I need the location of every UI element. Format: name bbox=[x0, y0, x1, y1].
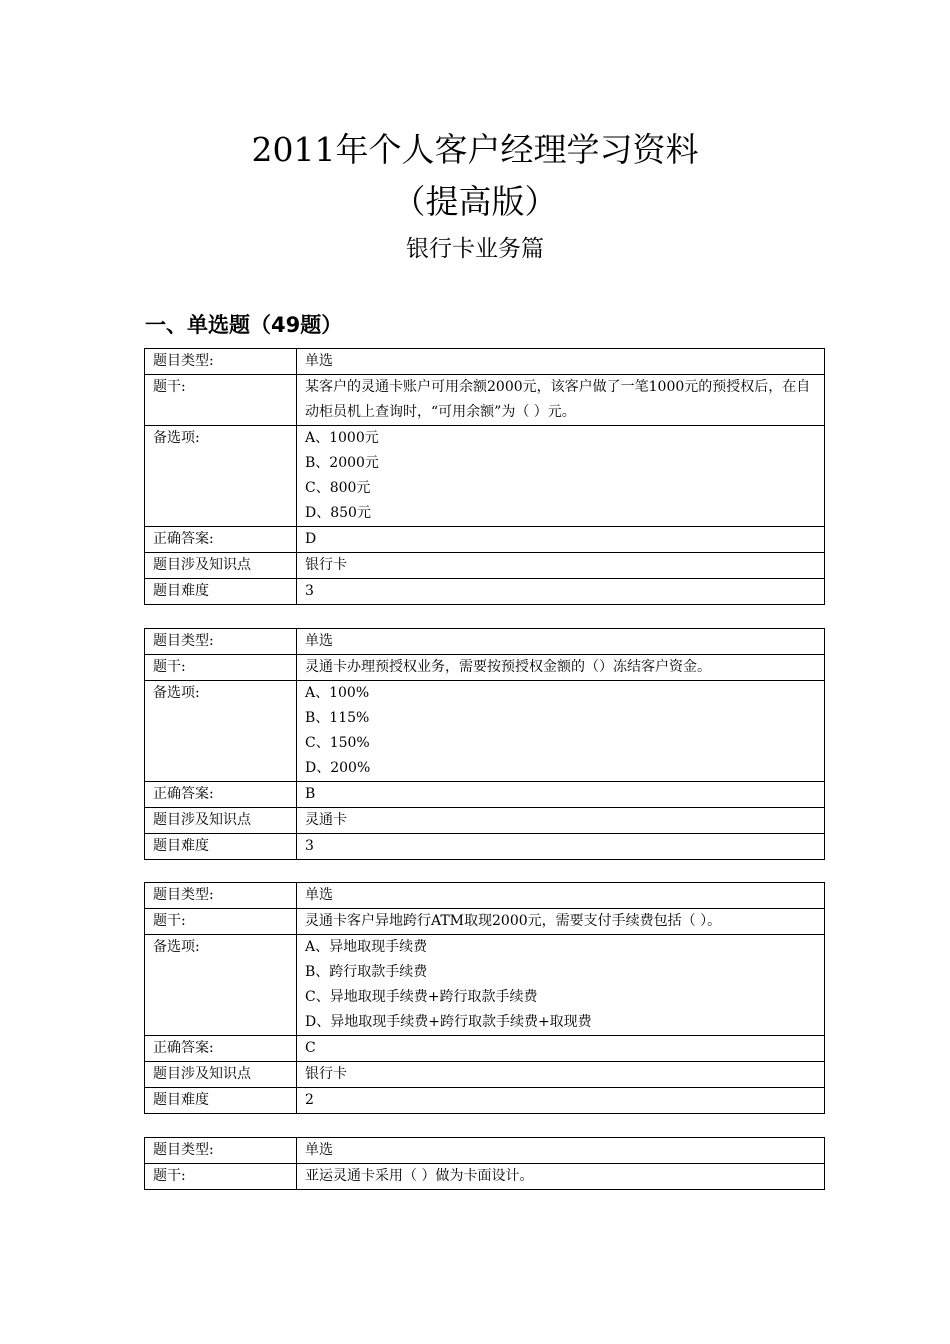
knowledge-row bbox=[145, 1062, 825, 1088]
type-row bbox=[145, 1138, 825, 1164]
knowledge-value: 灵通卡 bbox=[297, 808, 825, 834]
knowledge-label: 题目涉及知识点 bbox=[145, 553, 297, 579]
option-c: C、异地取现手续费+跨行取款手续费 bbox=[305, 989, 538, 1005]
difficulty-label: 题目难度 bbox=[145, 834, 297, 860]
difficulty-label: 题目难度 bbox=[145, 1088, 297, 1114]
answer-row bbox=[145, 1036, 825, 1062]
option-c: C、800元 bbox=[305, 480, 371, 496]
type-value: 单选 bbox=[297, 629, 825, 655]
answer-value: D bbox=[297, 527, 825, 553]
option-d: D、异地取现手续费+跨行取款手续费+取现费 bbox=[305, 1014, 592, 1030]
type-value: 单选 bbox=[297, 883, 825, 909]
answer-row bbox=[145, 782, 825, 808]
document-title-edition: （提高版） bbox=[392, 182, 558, 221]
options-label: 备选项: bbox=[145, 681, 297, 782]
answer-label: 正确答案: bbox=[145, 1036, 297, 1062]
knowledge-label: 题目涉及知识点 bbox=[145, 1062, 297, 1088]
option-d: D、200% bbox=[305, 760, 371, 776]
options-row bbox=[145, 681, 825, 782]
stem-value: 亚运灵通卡采用（ ）做为卡面设计。 bbox=[297, 1164, 825, 1190]
difficulty-row bbox=[145, 834, 825, 860]
knowledge-row bbox=[145, 808, 825, 834]
options-row bbox=[145, 426, 825, 527]
option-a: A、异地取现手续费 bbox=[305, 939, 428, 955]
document-title: 2011年个人客户经理学习资料 bbox=[251, 130, 699, 169]
stem-value: 某客户的灵通卡账户可用余额2000元，该客户做了一笔1000元的预授权后，在自动柜员机上查询时，“可用余额”为（ ）元。 bbox=[297, 375, 825, 426]
stem-label: 题干: bbox=[145, 1164, 297, 1190]
stem-label: 题干: bbox=[145, 375, 297, 426]
question-table bbox=[144, 1137, 825, 1190]
options-row bbox=[145, 935, 825, 1036]
answer-label: 正确答案: bbox=[145, 782, 297, 808]
type-label: 题目类型: bbox=[145, 349, 297, 375]
question-table bbox=[144, 882, 825, 1114]
type-row bbox=[145, 883, 825, 909]
knowledge-value: 银行卡 bbox=[297, 553, 825, 579]
option-b: B、115% bbox=[305, 710, 370, 726]
stem-row bbox=[145, 909, 825, 935]
type-label: 题目类型: bbox=[145, 883, 297, 909]
stem-label: 题干: bbox=[145, 655, 297, 681]
option-a: A、100% bbox=[305, 685, 370, 701]
answer-row bbox=[145, 527, 825, 553]
option-b: B、跨行取款手续费 bbox=[305, 964, 428, 980]
difficulty-value: 3 bbox=[297, 579, 825, 605]
stem-value: 灵通卡客户异地跨行ATM取现2000元，需要支付手续费包括（ ）。 bbox=[297, 909, 825, 935]
difficulty-label: 题目难度 bbox=[145, 579, 297, 605]
stem-row bbox=[145, 1164, 825, 1190]
knowledge-row bbox=[145, 553, 825, 579]
stem-label: 题干: bbox=[145, 909, 297, 935]
stem-value: 灵通卡办理预授权业务，需要按预授权金额的（）冻结客户资金。 bbox=[297, 655, 825, 681]
knowledge-label: 题目涉及知识点 bbox=[145, 808, 297, 834]
option-d: D、850元 bbox=[305, 505, 371, 521]
stem-row bbox=[145, 655, 825, 681]
type-label: 题目类型: bbox=[145, 1138, 297, 1164]
type-label: 题目类型: bbox=[145, 629, 297, 655]
difficulty-row bbox=[145, 1088, 825, 1114]
option-b: B、2000元 bbox=[305, 455, 379, 471]
type-value: 单选 bbox=[297, 1138, 825, 1164]
knowledge-value: 银行卡 bbox=[297, 1062, 825, 1088]
options-label: 备选项: bbox=[145, 426, 297, 527]
section-heading: 一、单选题（49题） bbox=[145, 313, 343, 337]
options-list bbox=[297, 935, 825, 1036]
answer-value: B bbox=[297, 782, 825, 808]
type-value: 单选 bbox=[297, 349, 825, 375]
question-table bbox=[144, 348, 825, 605]
answer-label: 正确答案: bbox=[145, 527, 297, 553]
difficulty-value: 2 bbox=[297, 1088, 825, 1114]
option-c: C、150% bbox=[305, 735, 370, 751]
option-a: A、1000元 bbox=[305, 430, 379, 446]
type-row bbox=[145, 349, 825, 375]
difficulty-value: 3 bbox=[297, 834, 825, 860]
difficulty-row bbox=[145, 579, 825, 605]
options-label: 备选项: bbox=[145, 935, 297, 1036]
options-list bbox=[297, 681, 825, 782]
document-subtitle: 银行卡业务篇 bbox=[406, 236, 544, 262]
answer-value: C bbox=[297, 1036, 825, 1062]
type-row bbox=[145, 629, 825, 655]
question-table bbox=[144, 628, 825, 860]
stem-row bbox=[145, 375, 825, 426]
options-list bbox=[297, 426, 825, 527]
